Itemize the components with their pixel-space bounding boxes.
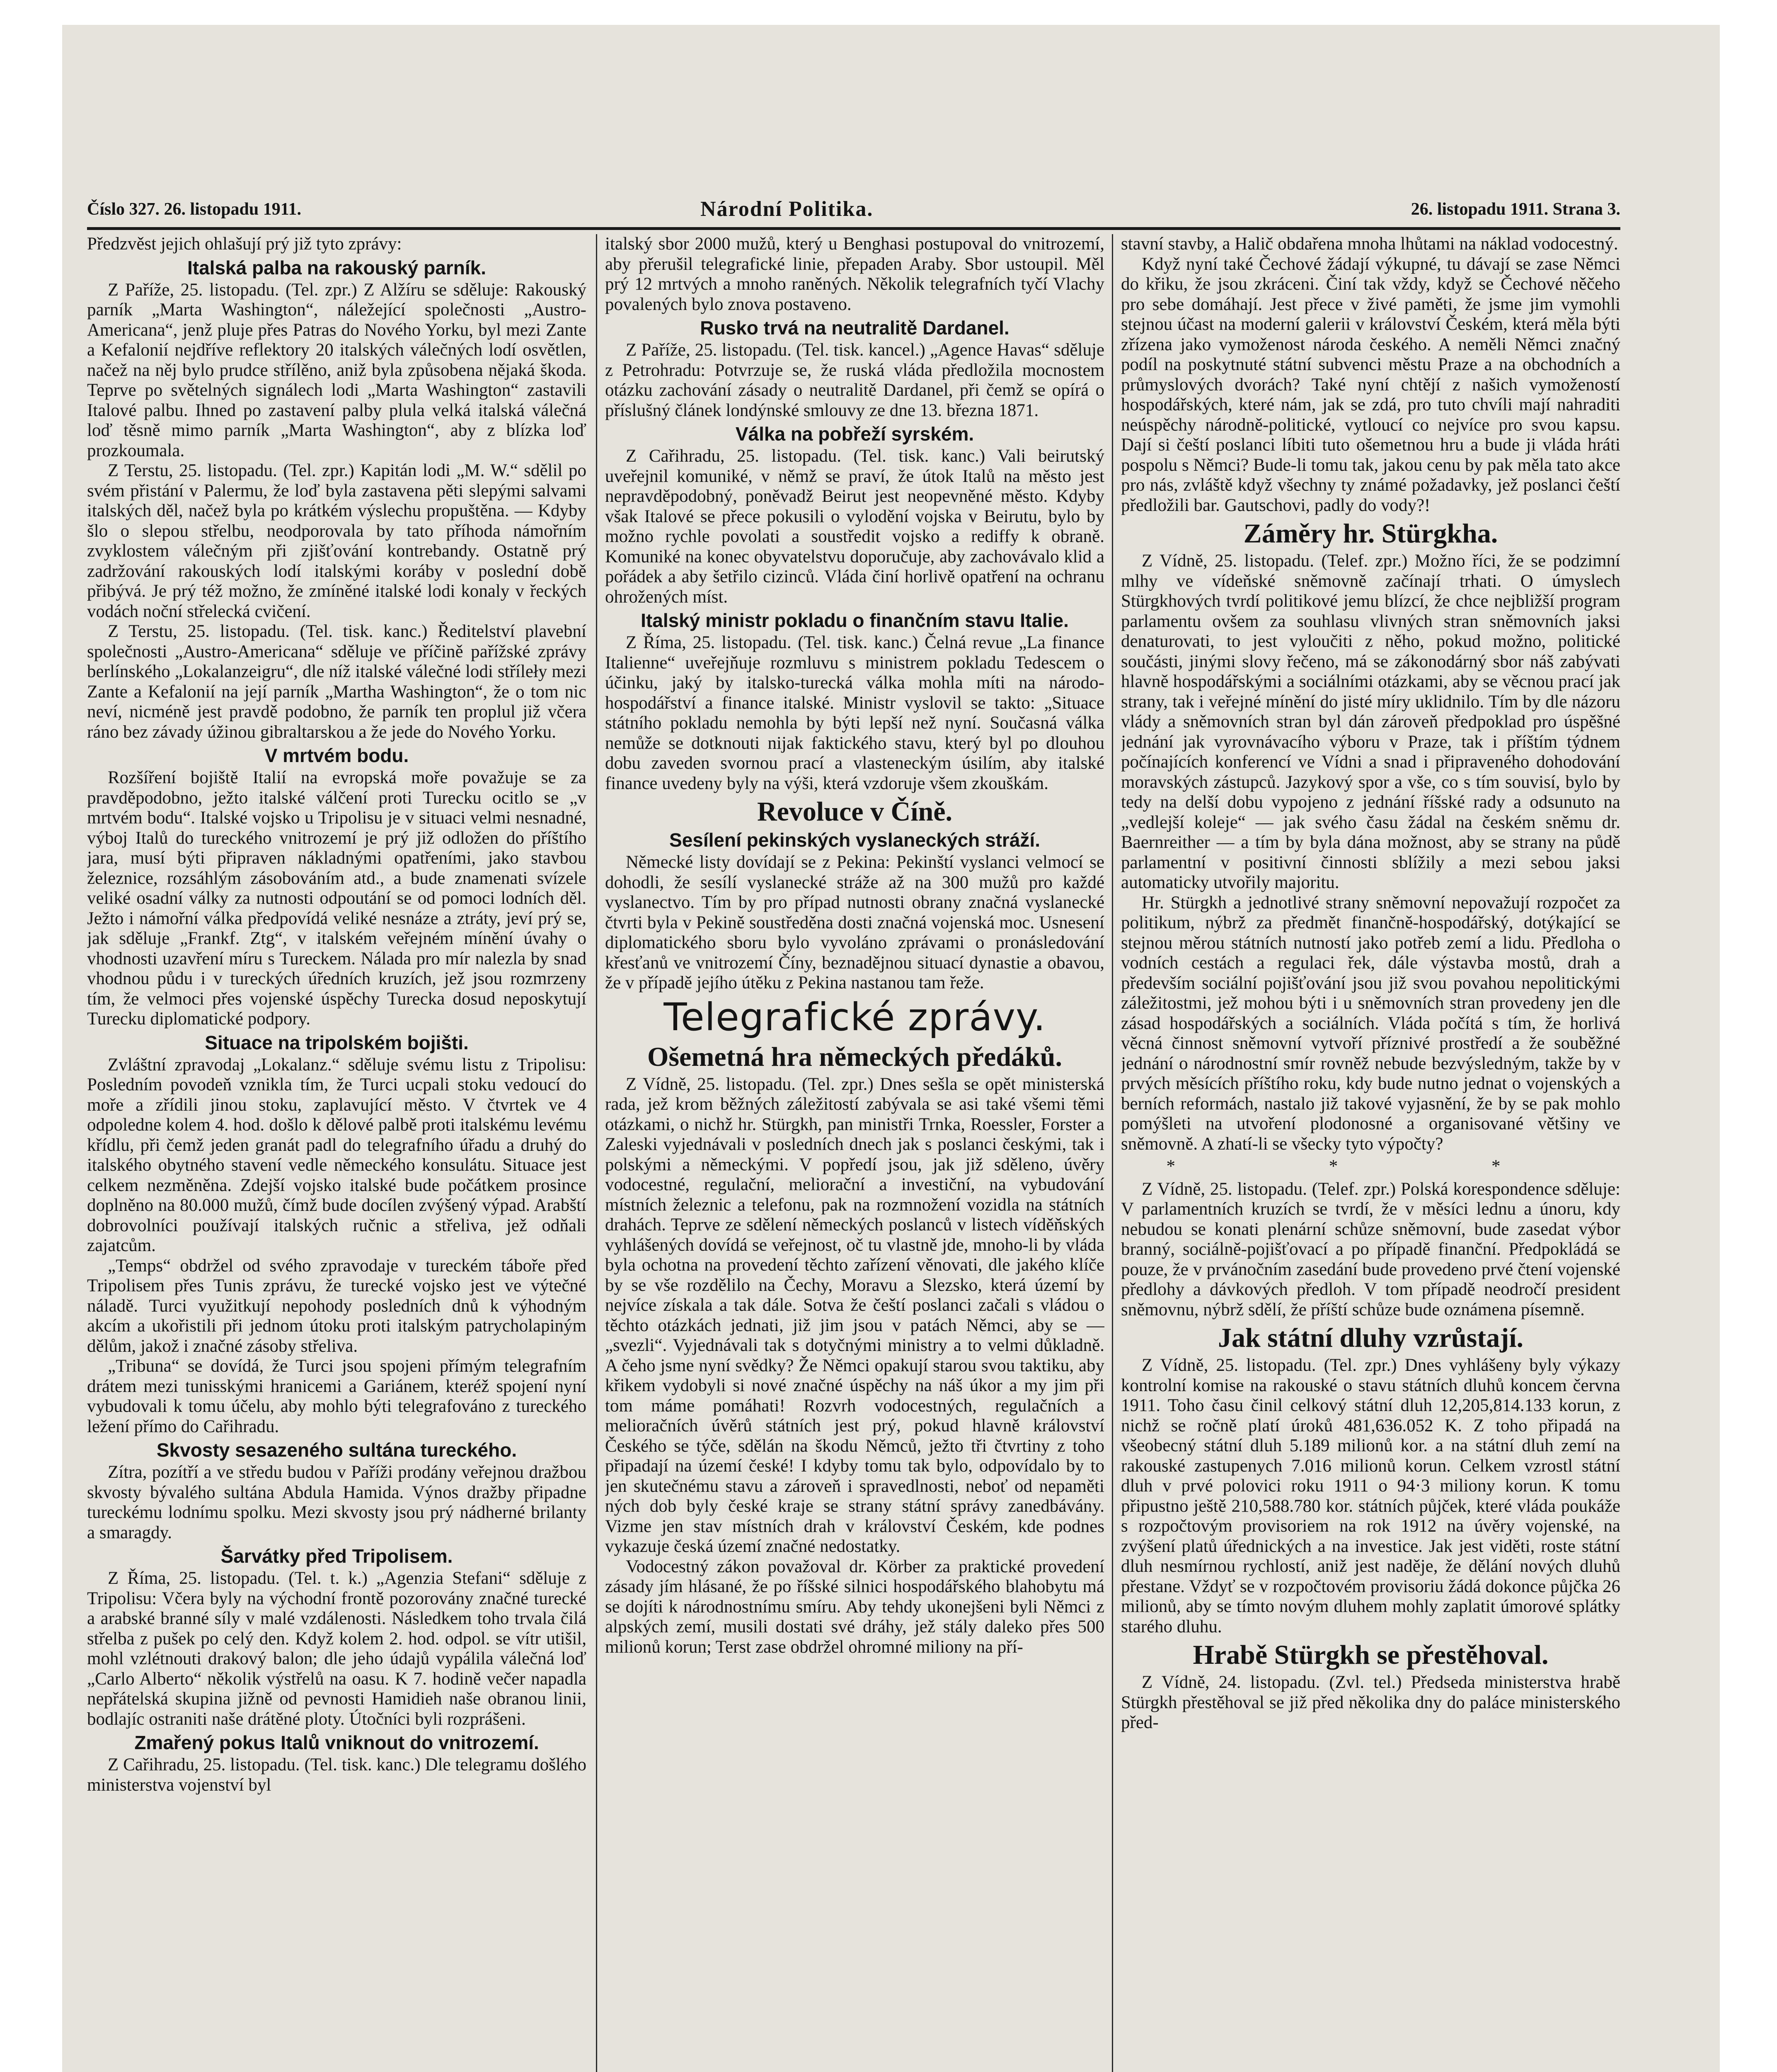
paragraph: Z Terstu, 25. listopadu. (Tel. zpr.) Kapitán lodi „M. W.“ sdělil po svém přistání v Palermu, že loď byla zastavena pěti slepými salvami italských děl, načež byla po krátkém výslechu propuštěna. — Kdyby šlo o slepou střelbu, neodporovala by tato příhoda námořním zvyklostem válečným při zjišťování kontrebandy. Ostatně prý zadržování rakouských lodí italskými koráby v poslední době přibývá. Je prý též možno, že zmíněné italské lodi konaly v řeckých vodách noční střelecká cvičení. [87,461,586,621]
article-heading: Válka na pobřeží syrském. [735,423,974,445]
page-header [87,195,1620,224]
column-1 [87,234,586,2072]
paragraph: Z Říma, 25. listopadu. (Tel. t. k.) „Agenzia Stefani“ sděluje z Tripolisu: Včera byly na východní frontě pozorovány značné turecké a arabské branné síly v malé vzdálenosti. Následkem toho trvala čilá střelba z pušek po celý den. Když kolem 2. hod. odpol. se vítr utišil, mohl vzlétnouti drakový balon; dle jeho údajů vypálila válečná loď „Carlo Alberto“ několik výstřelů na oasu. K 7. hodině večer napadla nepřátelská skupina jižně od pevnosti Hamidieh naše obranou linii, bodlajíc ostraniti naše drátěné ploty. Útočníci byli rozprášeni. [87,1569,586,1729]
paragraph: Předzvěst jejich ohlašují prý již tyto zprávy: [87,234,402,254]
paragraph: Z Cařihradu, 25. listopadu. (Tel. tisk. kanc.) Vali beirutský uveřejnil komuniké, v němž se praví, že útok Italů na město jest nepravděpodobný, poněvadž Beirut jest neopevněné město. Kdyby však Italové se přece pokusili o vylodění vojska v Beirutu, bylo by možno rychle povolati a soustředit vojsko a rediffy k obraně. Komuniké na konec obyvatelstvu doporučuje, aby zachovávalo klid a pořádek a aby šetřilo cizinců. Vláda činí horlivě opatření na ochranu ohrožených míst. [605,446,1104,607]
article-heading: Zmařený pokus Italů vniknout do vnitrozemí. [134,1732,539,1753]
paragraph: Když nyní také Čechové žádají výkupné, tu dávají se zase Němci do křiku, že jsou zkráceni. Činí tak vždy, když se Čechové něčeho pro sebe domáhají. Jest přece v živé paměti, že jsme jim vymohli stejnou účast na moderní galerii v království Českém, která měla býti zřízena jako vymoženost národa českého. A neměli Němci značný podíl na poskytnuté státní subvenci městu Praze a na obchodních a průmyslových dvorách? Také nyní chtějí z našich vymožeností hospodářských, které nám, jak se zdá, pro tuto chvíli mají nahraditi neúspěchy národně-politické, vytloucí co nejvíce pro svou kapsu. Dají si čeští poslanci líbiti tuto ošemetnou hru a bude ji vláda hráti pospolu s Němci? Bude-li tomu tak, jakou cenu by pak měla tato akce pro nás, zvláště když všechny ty známé požadavky, jež poslanci čeští předložili bar. Gautschovi, padly do vody?! [1121,254,1620,515]
paragraph: Z Vídně, 24. listopadu. (Zvl. tel.) Předseda ministerstva hrabě Stürgkh přestěhoval se již před několika dny do paláce ministerského před- [1121,1673,1620,1732]
article-heading: Skvosty sesazeného sultána tureckého. [156,1439,517,1461]
paragraph: Z Říma, 25. listopadu. (Tel. tisk. kanc.) Čelná revue „La finance Italienne“ uveřejňuje rozmluvu s ministrem pokladu Tedescem o účinku, jaký by italsko-turecká válka mohla míti na národo-hospodářství a finance italské. Ministr vyslovil se takto: „Situace státního pokladu nemohla by býti lepší než nyní. Současná válka nemůže se dotknouti nijak faktického stavu, který byl po dlouhou dobu zaveden svornou prací a vlasteneckým úsilím, aby italské finance uvedeny byly na výši, která vzdoruje všem zkouškám. [605,633,1104,793]
paragraph: „Temps“ obdržel od svého zpravodaje v tureckém táboře před Tripolisem přes Tunis zprávu, že turecké vojsko jest ve výtečné náladě. Turci využitkují nepohody posledních dnů k výhodným akcím a ukořistili při jednom útoku proti italským patrycholapiným dělům, jakož i značné zásoby střeliva. [87,1256,586,1356]
article-heading: Hrabě Stürgkh se přestěhoval. [1193,1640,1549,1670]
article-heading: Ošemetná hra německých předáků. [647,1041,1062,1072]
column-2 [605,234,1104,2072]
paragraph: Z Paříže, 25. listopadu. (Tel. tisk. kancel.) „Agence Havas“ sděluje z Petrohradu: Potvrzuje se, že ruská vláda předložila mocnostem otázku zachování zásady o neutralitě Dardanel, při čemž se opírá o příslušný článek londýnské smlouvy ze dne 13. března 1871. [605,340,1104,420]
column-3 [1121,234,1620,2072]
paragraph: Z Paříže, 25. listopadu. (Tel. zpr.) Z Alžíru se sděluje: Rakouský parník „Marta Washington“, náležející společnosti „Austro-Americana“, jenž pluje přes Patras do Nového Yorku, byl mezi Zante a Kefalonií nejdříve reflektory 20 italských válečných lodí osvětlen, načež na něj bylo prudce střílěno, aniž byla způsobena nějaká škoda. Teprve po světelných signálech lodi „Marta Washington“ zastavili Italové palbu. Ihned po zastavení palby plula velká italská válečná loď těsně mimo parník „Marta Washington“, aby z blízka loď prozkoumala. [87,280,586,460]
column-divider [596,234,597,2072]
column-divider [1112,234,1113,2072]
article-heading: Italský ministr pokladu o finančním stavu Italie. [641,610,1069,631]
paragraph: stavní stavby, a Halič obdařena mnoha lhůtami na náklad vodocestný. [1121,234,1618,254]
paragraph: Z Vídně, 25. listopadu. (Tel. zpr.) Dnes sešla se opět ministerská rada, jež krom běžných záležitostí zabývala se asi také všemi těmi otázkami, o nichž hr. Stürgkh, pan ministři Trnka, Roessler, Forster a Zaleski vyjednávali v posledních dnech jak s poslanci českými, tak i polskými a německými. V popředí jsou, jak již sděleno, úvěry vodocestné, regulační, meliorační a investiční, na vybudování místních železnic a telefonu, pak na rozmnožení vozidla na státních drahách. Teprve ze sdělení německých poslanců v listech víděňských vyhlášených dovídá se veřejnost, oč tu vlastně jde, mnoho-li by vláda byla ochotna na provedení těchto zařízení věnovati, dle jakého klíče by se vše rozdělilo na Čechy, Moravu a Slezsko, která území by nejvíce získala a tak dále. Sotva že čeští poslanci začali s vládou o těchto otázkách jednati, již jim jsou v patách Němci, aby se — „svezli“. Vyjednávali tak s dotyčnými ministry a to velmi důkladně. A čeho jsme nyní svědky? Že Němci opakují starou svou taktiku, aby křikem vydobyli si nové značné úspěchy na náš úkor a my jim při tom máme pomáhati! Rozvrh vodocestných, regulačních a melioračních úvěrů státních jest prý, pokud hlavně království Českého se týče, sdělán na škodu Němců, ježto tři čtvrtiny z toho připadají na území české! I kdyby tomu tak bylo, odpovídalo by to jen skutečnému stavu a zároveň i spravedlnosti, neboť od nepaměti ných dob byly české kraje se strany státní správy zanedbávány. Vizme jen stav místních drah v království Českém, kde podnes vykazuje česká území značné nedostatky. [605,1074,1104,1556]
paragraph: Vodocestný zákon považoval dr. Körber za praktické provedení zásady jím hlásané, že po říšské silnici hospodářského blahobytu má se dojíti k národnostnímu smíru. Aby tehdy ukonejšeni byli Němci z alpských zemí, musili dostati své dráhy, jež stály daleko přes 500 milionů korun; Terst zase obdržel ohromné miliony na pří- [605,1556,1104,1657]
paragraph: Hr. Stürgkh a jednotlivé strany sněmovní nepovažují rozpočet za politikum, nýbrž za předmět finančně-hospodářský, dotýkající se stejnou měrou státních nutností jako potřeb zemí a lidu. Předloha o vodních cestách a regulaci řek, dále výstavba mostů, drah a především sociální pojišťování jsou již svou povahou nepolitickými záležitostmi, jež mohou býti i u sněmovních stran provedeny jen dle zásad hospodářských a sociálních. Vláda počítá s tím, že horlivá věcná činnost sněmovní vytvoří příznivé prostředí a že souběžné jednání o národnostní smír rovněž nebude bezvýsledným, takže by v prvých měsících příštího roku, kdy bude nutno jednat o vojenských a berních reformách, nastalo již takové vyjasnění, že by se pak mohlo pomýšleti na utvoření plodonosné a organisované většiny ve sněmovně. A zhatí-li se všecky tyto výpočty? [1121,893,1620,1154]
article-heading: V mrtvém bodu. [264,745,409,766]
paragraph: Zítra, pozítří a ve středu budou v Paříži prodány veřejnou dražbou skvosty bývalého sultána Abdula Hamida. Výnos dražby připadne tureckému lodnímu spolku. Mezi skvosty jsou prý nádherné brilanty a smaragdy. [87,1462,586,1542]
paragraph: Rozšíření bojiště Italií na evropská moře považuje se za pravděpodobno, ježto italské válčení proti Turecku ocitlo se „v mrtvém bodu“. Italské vojsko u Tripolisu je v situaci velmi nesnadné, výboj Italů do tureckého vnitrozemí je prý již odložen do příštího jara, musí býti připraven nákladnými opatřeními, jako stavbou železnice, rozsáhlým zásobováním atd., a bude znamenati svízele veliké osadní války za nutnosti odpoutání se od pomoci lodních děl. Ježto i námořní válka předpovídá veliké nesnáze a ztráty, jeví prý se, jak sděluje „Frankf. Ztg“, v italském veřejném mínění úvahy o vhodnosti uzavření míru s Tureckem. Nálada pro mír nalezla by snad vhodnou půdu i v tureckých úředních kruzích, jež jsou rozmrzeny tím, že velmoci přes vojenské úspěchy Turecka dosud neposkytují Turecku diplomatické podpory. [87,768,586,1029]
section-heading: Revoluce v Číně. [757,796,953,827]
paragraph: italský sbor 2000 mužů, který u Benghasi postupoval do vnitrozemí, aby přerušil telegrafické linie, přepaden Araby. Sbor ustoupil. Měl prý 12 mrtvých a mnoho raněných. Několik telegrafních tyčí Vlachy povalených bylo znova postaveno. [605,234,1104,314]
newspaper-title: Národní Politika. [700,197,874,221]
article-heading: Šarvátky před Tripolisem. [220,1545,453,1567]
article-heading: Rusko trvá na neutralitě Dardanel. [700,317,1010,339]
section-separator: * * * [1166,1157,1575,1176]
article-heading: Jak státní dluhy vzrůstají. [1218,1323,1524,1353]
paragraph: Z Vídně, 25. listopadu. (Telef. zpr.) Možno říci, že se podzimní mlhy ve vídeňské sněmovně začínají trhati. O úmyslech Stürgkhových tvrdí politikové jemu blízcí, že chce nejbližší program parlamentu ovšem za souhlasu vlivných stran sněmovních jaksi denaturovati, to jest vyloučiti z něho, pokud možno, politické součásti, jinými slovy řečeno, má se zákonodárný sbor náš zabývati hlavně hospodářskými a sociálními otázkami, aby se věcnou prací jak strany, tak i veřejné mínění do jisté míry uklidnilo. Tím by dle názoru vlády a sněmovních stran byl dán zároveň předpoklad pro úspěšné jednání jak vyrovnávacího výboru v Praze, tak i příštím týdnem počínajících konferencí ve Vídni a snad i připraveného dohodování moravských zástupců. Jazykový spor a vše, co s tím souvisí, bylo by tedy na delší dobu vypojeno z jednání říšské rady a odsunuto na „vedlejší koleje“ — jak svého času žádal na českém sněmu dr. Baernreither — a tím by byla dána možnost, aby se strany na půdě parlamentní v positivní činnosti sblížily a mezi sebou jaksi automaticky utvořily majoritu. [1121,551,1620,892]
paragraph: Z Vídně, 25. listopadu. (Telef. zpr.) Polská korespondence sděluje: V parlamentních kruzích se tvrdí, že v měsíci lednu a únoru, kdy nebudou se konati plenární schůze sněmovní, bude zasedat výbor branný, sociálně-pojišťovací a po případě finanční. Předpokládá se pouze, že v prvánočním zasedání bude provedeno prvé čtení vojenské předlohy a dávkových předloh. V tom případě neodročí president sněmovnu, nýbrž sdělí, že příští schůze bude oznámena písemně. [1121,1179,1620,1319]
paragraph: Z Terstu, 25. listopadu. (Tel. tisk. kanc.) Ředitelství plavební společnosti „Austro-Americana“ sděluje ve příčině pařížské zprávy berlínského „Lokalanzeigru“, dle níž italské válečné lodi stříleły mezi Zante a Kefalonií na její parník „Martha Washington“, že o tom nic neví, nicméně jest pravdě podobno, že parník ten proplul již včera ráno bez závady úžinou gibraltarskou a že jede do Nového Yorku. [87,622,586,742]
paragraph: Německé listy dovídají se z Pekina: Pekinští vyslanci velmocí se dohodli, že sesílí vyslanecké stráže až na 300 mužů pro každé vyslanectvo. Tím by pro případ nutnosti obrany značná vyslanecké čtvrti byla v Pekině soustředěna dosti značná vojenská moc. Usnesení diplomatického sboru bylo vyvoláno zprávami o pronásledování křesťanů ve vnitrozemí Číny, beznadějnou situací dynastie a obavou, že v případě jejího útěku z Pekina nastanou tam řeže. [605,852,1104,992]
article-heading: Záměry hr. Stürgkha. [1243,518,1498,549]
paragraph: Zvláštní zpravodaj „Lokalanz.“ sděluje svému listu z Tripolisu: Posledním povodeň vznikla tím, že Turci ucpali stoku vedoucí do moře a zřídili jinou stoku, zaplavující město. V čtvrtek ve 4 odpoledne kolem 4. hod. došlo k dělové palbě proti italskému levému křídlu, při čemž jeden granát padl do telegrafního úřadu a druhý do italského obytného stavení vedle německého konsulátu. Situace jest celkem nezměněna. Zdejší vojsko italské bude počátkem prosince doplněno na 80.000 mužů, čímž bude docílen zvýšený výpad. Arabští dobrovolníci používají italských ručnic a střeliva, jež odňali zajatcům. [87,1055,586,1255]
section-heading: Telegrafické zprávy. [663,995,1046,1039]
header-rule [87,227,1620,230]
issue-number: Číslo 327. 26. listopadu 1911. [87,200,301,219]
date-page: 26. listopadu 1911. Strana 3. [1411,200,1620,219]
article-heading: Situace na tripolském bojišti. [205,1031,469,1053]
paragraph: „Tribuna“ se dovídá, že Turci jsou spojeni přímým telegrafním drátem mezi tunisskými hranicemi a Gariánem, kteréž spojení nyní vybudovali k tomu účelu, aby mohlo býti telegrafováno z tureckého ležení přímo do Cařihradu. [87,1356,586,1436]
paragraph: Z Cařihradu, 25. listopadu. (Tel. tisk. kanc.) Dle telegramu došlého ministerstva vojenství byl [87,1755,586,1795]
paragraph: Z Vídně, 25. listopadu. (Tel. zpr.) Dnes vyhlášeny byly výkazy kontrolní komise na rakouské o stavu státních dluhů koncem června 1911. Toho času činil celkový státní dluh 12,205,814.133 korun, z nichž se ročně platí úroků 481,636.052 K. Z toho připadá na všeobecný státní dluh 5.189 milionů kor. a na státní dluh zemí na rakouské zastupenych 7.016 milionů korun. Celkem vzrostl státní dluh v prvé polovici roku 1911 o 94·3 miliony korun. K tomu připustno ještě 210,588.780 kor. státních půjček, které vláda poukáže s rozpočtovým provisoriem na rok 1912 na úvěry vojenské, na zvýšení platů úřednických a na investice. Jak jest viděti, roste státní dluh nesmírnou rychlostí, aniž jest naděje, že dělání nových dluhů přestane. Vždyť se v rozpočtovém provisoriu žádá dokonce půjčka 26 milionů, aby se tímto novým dluhem mohly zaplatit úmorové splátky starého dluhu. [1121,1356,1620,1636]
article-subheading: Sesílení pekinských vyslaneckých stráží. [669,829,1040,851]
article-heading: Italská palba na rakouský parník. [187,257,486,278]
